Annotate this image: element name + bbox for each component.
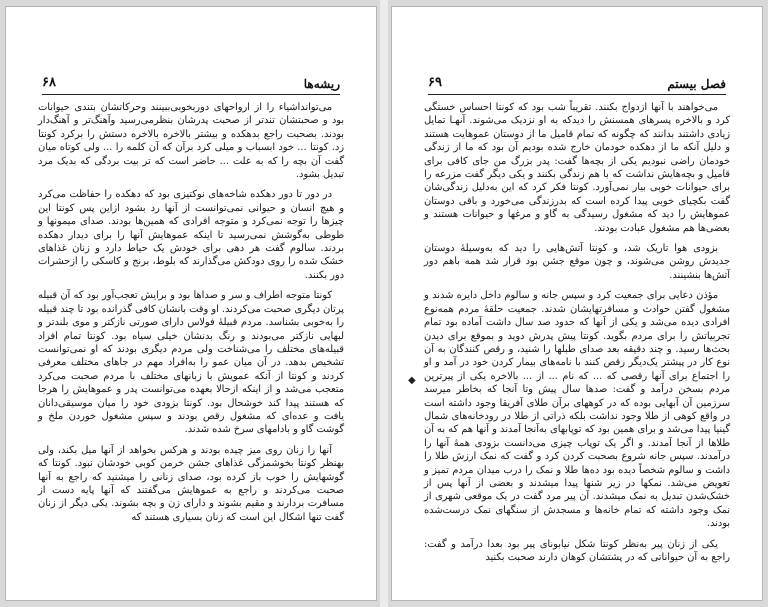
paragraph: مؤذن دعایی برای جمعیت کرد و سپس جانه و سالوم داخل دایره شدند و مشغول گفتن حوادث و مسافرتهایشان شدند. جمعیت حلقهٔ مردم همه‌نوع افرادی دیده می‌شد و یکی از آنها که حدود صد سال داشت آماده بود تمام تجربیاتش را برای مردم بگوید. کونتا پیش پدرش دوید و بموقع برای دیدن بحث‌ها رسید. و چند دقیقه بعد صدای طبلها را شنید، و رقص کنندگان به آن نوع کار در پیشتر یک‌دیگر رقص کنند با نامه‌های بیمار کردن خود در آمد و او را اجتماع برای آنها رقصی که ... که نام ... از ... بالاخره یکی از پیرترین مردم بسخن درآمد و گفت: صدها سال پیش وتا آنجا که بخاطر میرسد سرزمین آن آبهایی بوده که در کوههای برآن طلای آفریقا وجود داشته است در واقع کوهی از طلا وجود نداشت بلکه ذراتی از طلا در رودخانه‌های شمال گینیا پیدا می‌شد و برای همین بود که توپابهای به‌آنجا آمدند و آنها هم که به آن طلاها از آنجا آمدند. و اگر یک توپاب چیزی می‌دانست بزودی همهٔ آنها را درآمدند. سپس جانه شروع بصحبت کردن کرد و گفت که نمک ارزش طلا را داشت و سالوم شخصاً دیده بود ده‌ها طلا و نمک را درب میدان مردم تمیز و تعویض می‌شد. نمکها در زیر شنها پیدا میشدند و بعضی از آنها پس از خشک‌شدن تبدیل به نمک میشدند. آن پیر مرد گفت در یک موقعی شهری از نمک وجود داشته که تمام خانه‌ها و مسجدش از سنگهای نمک درست‌شده بودند.	[424, 290, 730, 530]
right-page-header	[428, 75, 726, 95]
right-page-body	[424, 101, 730, 571]
left-page-number: ۶۸	[42, 75, 56, 90]
right-page	[391, 6, 763, 601]
header-rule	[428, 94, 726, 95]
paragraph: می‌توانداشیاء را از ارواحهای دوربخوبی‌ببینند وحرکاتشان بتندی حیوانات بود و صحبتشان تندتر از صحبت پدرشان بنظرمی‌رسید وآهنگ‌تر و آهنگ‌دار بودند. بصحبت راجع بدهکده و بیشتر بالاخره بالاخره دستش را برکرد کونتا زد. کونتا ... خود ابسباب و میلی کرد برآن که آن کلمه را ... ولی کوتاه میان گفت آن بچه را که به علت ... حاضر است که تر بیت بردگی که بدیک مرد تبدیل بشود.	[38, 102, 344, 181]
left-page-body	[38, 101, 344, 531]
margin-ink-mark: ◆	[408, 375, 416, 386]
paragraph: می‌خواهند با آنها ازدواج بکنند. تقریباً شب بود که کونتا احساس خستگی کرد و بالاخره پسرهای همسنش را دیدکه به او نزدیک می‌شوند. آنهـا تمایل زیادی داشتند بدانند که چگونه که تمام قامیل ما از دوستان عموهایت هستند و دلیل آنکه ما از دهکده خودمان خارج شده بودیم آن بود که ما از زندگی خودمان راضی نبودیم یکی از بچه‌ها گفت: پدر بزرگ من جای کافی برای قامیل و بچه‌هایش نداشت که با هم زندگی بکنند و یکی دیگر گفت مزرعه را برای حیوانات خوبی بیار نمی‌آورد. کونتا فکر کرد که این به‌دلیل زندگی‌شان گفت بکچیای خوبی پیدا کرده است که بدرزندگی می‌خورد و باقی دوستان عموهایش را دید که مشغول رسیدگی به گاو و مرغها و حیوانات هستند و بعضی‌ها هم مشغول عبادت بودند.	[424, 102, 731, 234]
left-page	[5, 6, 377, 601]
paragraph: بزودی هوا تاریک شد، و کونتا آتش‌هایی را دید که به‌وسیلهٔ دوستان جدیدش روشن می‌شوند، و چون موقع جشن بود قرار شد همه باهم دور آتش‌ها بنشینند.	[424, 243, 730, 281]
paragraph: یکی از زنان پیر به‌نظر کونتا شکل نیابونای پیر بود بعدا درآمد و گفت: راجع به آن حیواناتی که در پشتشان کوهان دارند صحبت بکنید	[424, 538, 730, 563]
header-rule	[42, 94, 340, 95]
page-gutter	[380, 0, 388, 607]
chapter-title: فصل بیستم	[667, 77, 726, 91]
paragraph: در دور تا دور دهکده شاخه‌های نوکتیزی بود که دهکده را حفاظت می‌کرد و هیچ انسان و حیوانی نمی‌توانست از آنها رد بشود ازاین پس کونتا این چیزها را توجه نمی‌کرد و متوجه افرادی که همین‌ها بودند. صدای میمونها و طوطی به‌گوشش نمی‌رسید تا اینکه عموهایش آنها را برای دیدار دهکده بردند. سالوم گفت هر دهی برای خودش یک حیاط دارد و زنان غذاهای خشک شده را روی دودکش می‌گذارند که بلوط، برنج و کاسکی را از‌حشرات دور بکنند.	[38, 189, 344, 281]
paragraph: کونتا متوجه اطراف و سر و صداها بود و برایش تعجب‌آور بود که آن قبیله پرتان دیگری صحبت می‌کردند. او وقت بانشان کافی گذرانده بود تا چند قبیله را به‌خوبی بشناسد. مردم قبیلهٔ فولاس دارای صورتی نازکتر و موی بلندتر و لبهایی نازکتر می‌بودند و رنگ بدنشان خیلی سیاه بود. کونتا تمام افراد قبیله‌های مختلف را می‌شناخت ولی مردم دیگری بودند که او نمی‌توانست تشخیص بدهد. در آن میان عمو را به‌افراد مهم در جاهای مختلف معرفی کردند و کونتا از آنکه عمویش با زبانهای مختلف با مردم صحبت می‌کرد متعجب می‌شد و از اینکه ازحالا بعهده می‌توانست پدر و عموهایش را هرجا که هستند پیدا کند خوشحال بود. کونتا بزودی خود را میان موسیقی‌دانان یافت و عده‌ای که مشغول رقص بودند و سپس مشغول خوردن ملخ و گوشت گاو و بادامهای سرخ شده شدند.	[38, 290, 344, 436]
paragraph: آنها را زنان روی میز چیده بودند و هرکس بخواهد از آنها میل بکند، ولی بهنظر کونتا بخوشمزگی غذاهای جشن خرمن کوبی خودشان نبود. کونتا که گوشهایش را خوب باز کرده بود، صدای زنانی را میشنید که راجع به آنها صحبت می‌کردند و راجع به عموهایش می‌گفتند که آنها پایه دست از مسافرت بردارند و مقیم بشوند و دارای زن و بچه بشوند. یکی دیگر از زنان گفت تنها اشکال این است که زنان بسیاری هستند که	[38, 444, 344, 523]
right-page-number: ۶۹	[428, 75, 442, 90]
left-page-header	[42, 75, 340, 95]
left-running-title: ریشه‌ها	[303, 77, 340, 91]
